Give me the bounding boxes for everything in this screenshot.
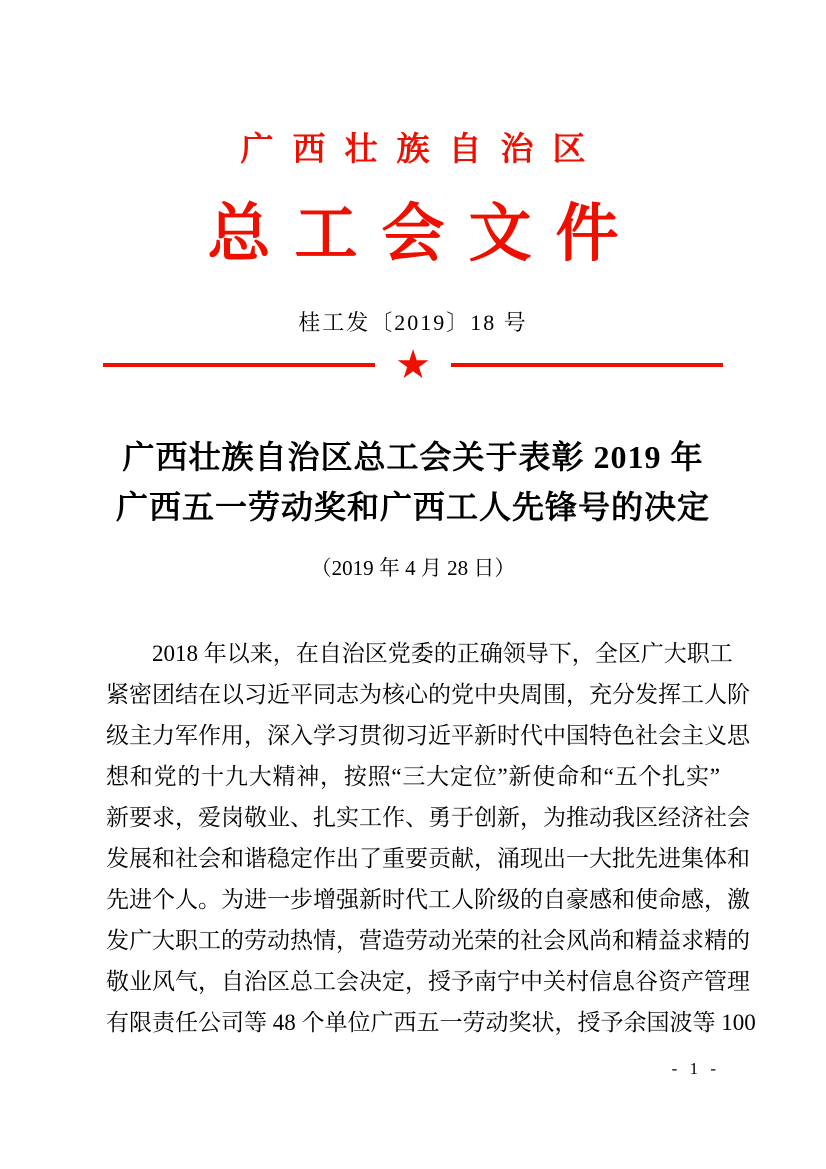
body-line: 想和党的十九大精神，按照“三大定位”新使命和“五个扎实” xyxy=(106,764,720,789)
body-paragraph xyxy=(106,633,756,1043)
document-date: （2019 年 4 月 28 日） xyxy=(310,556,516,580)
divider-line-right xyxy=(451,363,723,367)
body-line: 敬业风气，自治区总工会决定，授予南宁中关村信息谷资产管理 xyxy=(106,969,750,994)
red-divider xyxy=(103,344,723,386)
document-title-line2: 广西五一劳动奖和广西工人先锋号的决定 xyxy=(115,489,710,525)
letterhead-org-name: 广西壮族自治区 xyxy=(240,132,605,168)
body-line: 紧密团结在以习近平同志为核心的党中央周围，充分发挥工人阶 xyxy=(106,682,750,707)
body-line: 发展和社会和谐稳定作出了重要贡献，涌现出一大批先进集体和 xyxy=(106,846,750,871)
body-line: 级主力军作用，深入学习贯彻习近平新时代中国特色社会主义思 xyxy=(106,723,750,748)
body-line: 2018 年以来，在自治区党委的正确领导下，全区广大职工 xyxy=(152,641,733,666)
star-icon: ★ xyxy=(395,342,431,387)
letterhead-doc-type: 总工会文件 xyxy=(207,199,643,269)
document-number: 桂工发〔2019〕18 号 xyxy=(298,310,528,335)
page-number: - 1 - xyxy=(671,1059,720,1078)
document-title-line1: 广西壮族自治区总工会关于表彰 2019 年 xyxy=(122,439,704,475)
body-line: 新要求，爱岗敬业、扎实工作、勇于创新，为推动我区经济社会 xyxy=(106,805,750,830)
divider-line-left xyxy=(103,363,375,367)
body-line: 发广大职工的劳动热情，营造劳动光荣的社会风尚和精益求精的 xyxy=(106,928,750,953)
document-title xyxy=(0,432,826,532)
body-line: 有限责任公司等 48 个单位广西五一劳动奖状，授予余国波等 100 xyxy=(106,1010,756,1035)
body-line: 先进个人。为进一步增强新时代工人阶级的自豪感和使命感，激 xyxy=(106,887,750,912)
